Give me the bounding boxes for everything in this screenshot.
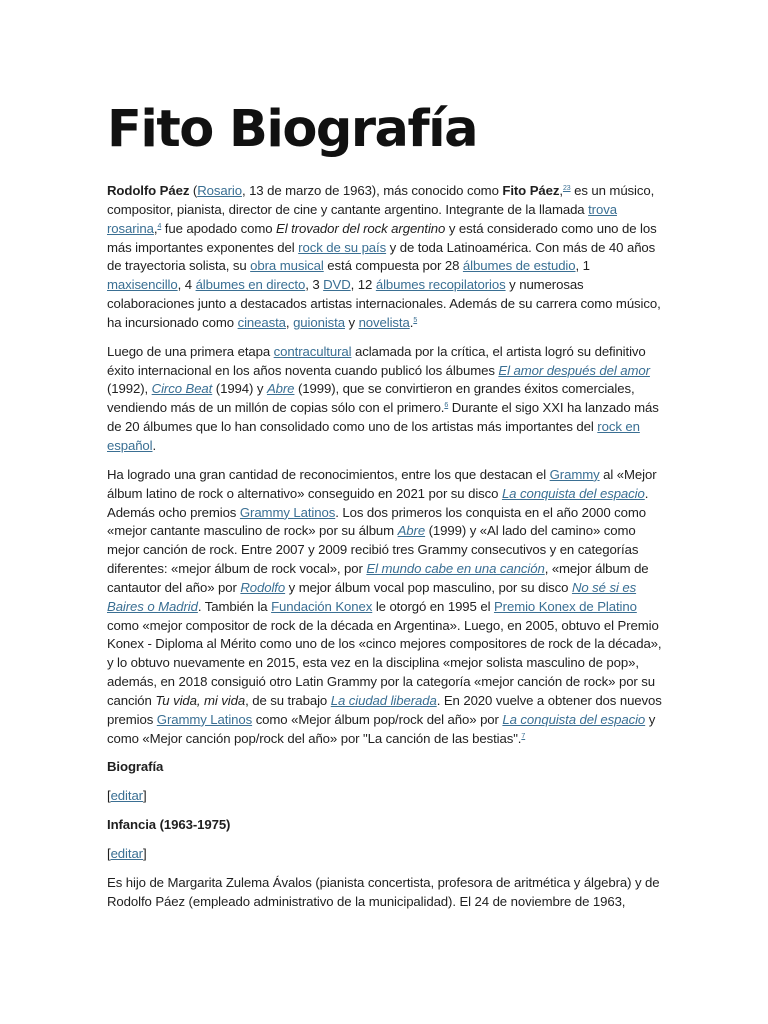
ref-4[interactable]: 4 [157,222,162,230]
link-maxisencillo[interactable]: maxisencillo [107,277,178,293]
link-guionista[interactable]: guionista [293,314,345,330]
link-grammy-latinos-2[interactable]: Grammy Latinos [156,711,253,727]
italic-trovador: El trovador del rock argentino [276,220,446,236]
link-la-conquista-del-espacio[interactable]: La conquista del espacio [501,485,645,501]
section-heading-biografia: Biografía [107,759,164,775]
edit-section-biografia: [editar] [107,788,147,804]
link-abre-2[interactable]: Abre [397,523,426,539]
ref-7[interactable]: 7 [521,732,526,740]
link-cineasta[interactable]: cineasta [237,314,286,330]
awards-paragraph: Ha logrado una gran cantidad de reconocimientos, entre los que destacan el Grammy al «Mejor álbum latino de rock o alternativo» conseguido en 2021 por su disco La conquista del espacio. Además ocho premios Grammy Latinos. Los dos primeros los conquista en el año 2000 como «mejor cantante masculino de rock» por su álbum Abre (1999) y «Al lado del camino» como mejor canción de rock. Entre 2007 y 2009 recibió tres Grammy consecutivos y en categorías diferentes: «mejor álbum de rock vocal», por El mundo cabe en una canción, «mejor álbum de cantautor del año» por Rodolfo y mejor álbum vocal pop masculino, por su disco No sé si es Baires o Madrid. También la Fundación Konex le otorgó en 1995 el Premio Konex de Platino como «mejor compositor de rock de la década en Argentina». Luego, en 2005, obtuvo el Premio Konex - Diploma al Mérito como uno de los «cinco mejores compositores de rock de la década», y lo obtuvo nuevamente en 2015, esta vez en la disciplina «mejor solista masculino de pop», además, en 2018 consiguió otro Latin Grammy por la categoría «mejor canción de rock» por su canción Tu vida, mi vida, de su trabajo La ciudad liberada. En 2020 vuelve a obtener dos nuevos premios Grammy Latinos como «Mejor álbum pop/rock del año» por La conquista del espacio y como «Mejor canción pop/rock del año» por "La canción de las bestias".$^7$ [107,466,662,746]
link-fundacion-konex[interactable]: Fundación Konex [271,598,373,614]
article-body [107,182,663,922]
link-rock-de-su-pais[interactable]: rock de su país [298,239,387,255]
link-albumes-de-estudio[interactable]: álbumes de estudio [462,258,576,274]
link-rock-en-espanol[interactable]: rock en español [107,419,640,453]
link-abre[interactable]: Abre [266,381,295,397]
link-trova-rosarina[interactable]: trova rosarina [107,201,617,236]
link-premio-konex-platino[interactable]: Premio Konex de Platino [493,598,637,614]
link-circo-beat[interactable]: Circo Beat [151,381,213,397]
edit-section-infancia: [editar] [107,846,147,861]
section-heading-infancia: Infancia (1963-1975) [107,817,231,833]
italic-tu-vida: Tu vida, mi vida [155,692,246,708]
bold-alias: Fito Páez [502,183,560,198]
link-el-mundo-cabe[interactable]: El mundo cabe en una canción [366,561,545,577]
link-la-conquista-del-espacio-2[interactable]: La conquista del espacio [502,711,646,727]
link-el-amor-despues-del-amor[interactable]: El amor después del amor [498,362,650,378]
childhood-paragraph: Es hijo de Margarita Zulema Ávalos (pianista concertista, profesora de aritmética y álgebra) y de Rodolfo Páez (empleado administrativo de la municipalidad). El 24 de noviembre de 1963, [107,874,660,909]
link-albumes-en-directo[interactable]: álbumes en directo [195,277,306,293]
link-grammy[interactable]: Grammy [549,466,600,482]
bold-name: Rodolfo Páez [107,183,190,198]
link-contracultural[interactable]: contracultural [273,343,352,359]
ref-23[interactable]: 23 [562,185,571,192]
career-paragraph: Luego de una primera etapa contracultural aclamada por la crítica, el artista logró su definitivo éxito internacional en los años noventa cuando publicó los álbumes El amor después del amor (1992), Circo Beat (1994) y Abre (1999), que se convirtieron en grandes éxitos comerciales, vendiendo más de un millón de copias sólo con el primero.$^6$ Durante el sigo XXI ha lanzado más de 20 álbumes que lo han consolidado como uno de los artistas más importantes del rock en español. [107,343,659,453]
edit-link-biografia[interactable]: editar [110,788,143,804]
link-dvd[interactable]: DVD [323,277,351,293]
link-rosario[interactable]: Rosario [197,183,242,198]
link-obra-musical[interactable]: obra musical [250,258,324,274]
link-no-se-si-es-baires[interactable]: No sé si es Baires o Madrid [107,579,637,614]
ref-6[interactable]: 6 [444,402,449,410]
page-title: Fito Biografía [107,100,478,159]
edit-link-infancia[interactable]: editar [110,846,143,861]
link-rodolfo[interactable]: Rodolfo [240,579,286,595]
link-novelista[interactable]: novelista [358,314,410,330]
link-la-ciudad-liberada[interactable]: La ciudad liberada [330,692,437,708]
intro-paragraph: Rodolfo Páez (Rosario, 13 de marzo de 1963), más conocido como Fito Páez,$^{23}$ es un músico, compositor, pianista, director de cine y cantante argentino. Integrante de la llamada trova rosarina,$^4$ fue apodado como El trovador del rock argentino y está considerado como uno de los más importantes exponentes del rock de su país y de toda Latinoamérica. Con más de 40 años de trayectoria solista, su obra musical está compuesta por 28 álbumes de estudio, 1 maxisencillo, 4 álbumes en directo, 3 DVD, 12 álbumes recopilatorios y numerosas colaboraciones junto a destacados artistas internacionales. Además de su carrera como músico, ha incursionado como cineasta, guionista y novelista.$^5$ [107,183,661,330]
ref-5[interactable]: 5 [413,316,418,324]
link-grammy-latinos[interactable]: Grammy Latinos [239,504,336,520]
link-albumes-recopilatorios[interactable]: álbumes recopilatorios [375,277,506,293]
